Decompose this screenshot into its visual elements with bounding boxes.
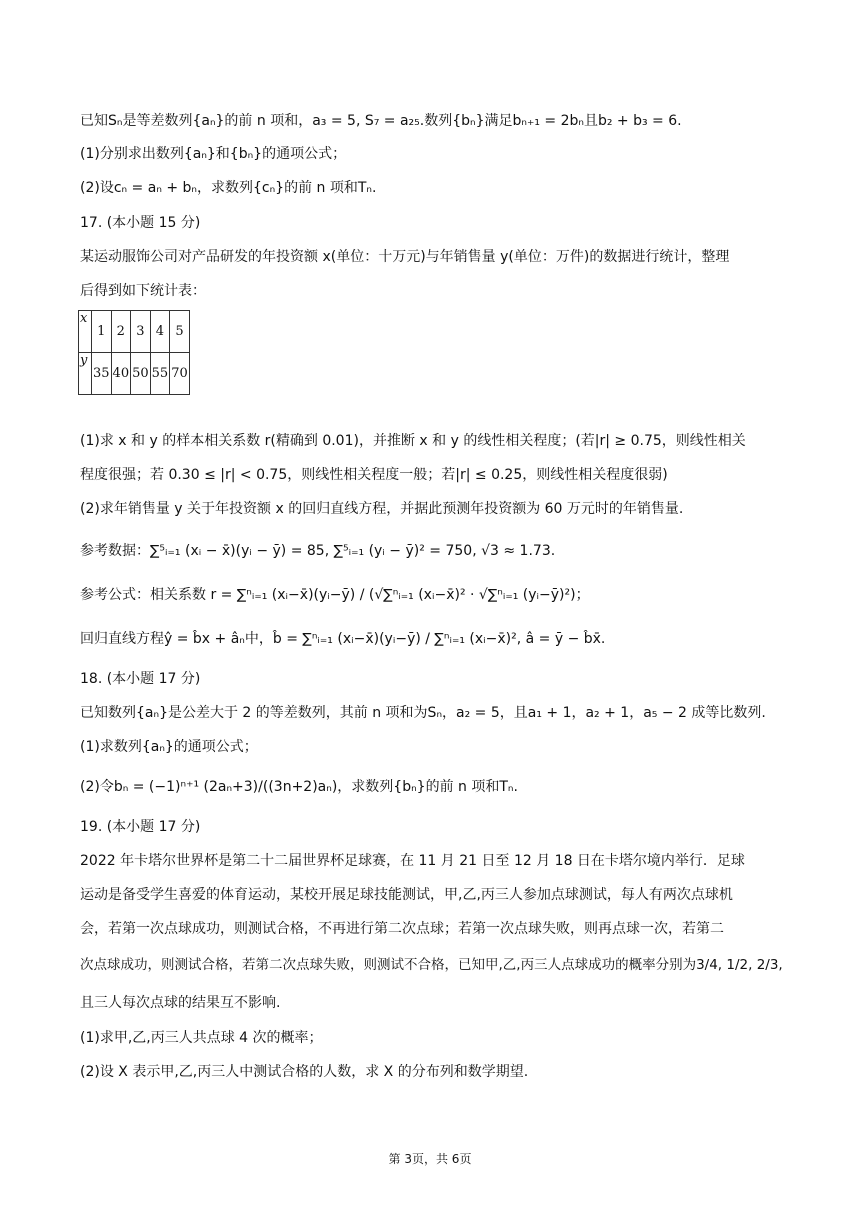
reference-formula-regression: 回归直线方程ŷ = b̂x + âₙ中，b̂ = ∑ⁿᵢ₌₁ (xᵢ−x̄)(yᵢ−ȳ) / ∑ⁿᵢ₌₁ (xᵢ−x̄)², â = ȳ − b̂x̄. bbox=[80, 631, 606, 647]
table-cell: 55 bbox=[150, 353, 170, 395]
table-row bbox=[79, 353, 190, 395]
problem-19-statement-line-4: 次点球成功，则测试合格，若第二次点球失败，则测试不合格，已知甲,乙,丙三人点球成功的概率分别为3/4, 1/2, 2/3, bbox=[80, 957, 783, 973]
problem-18-part-2: (2)令bₙ = (−1)ⁿ⁺¹ (2aₙ+3)/((3n+2)aₙ)，求数列{bₙ}的前 n 项和Tₙ. bbox=[80, 779, 518, 795]
problem-18-part-1: (1)求数列{aₙ}的通项公式； bbox=[80, 739, 258, 755]
problem-19-part-2: (2)设 X 表示甲,乙,丙三人中测试合格的人数，求 X 的分布列和数学期望. bbox=[80, 1064, 529, 1080]
problem-18-statement: 已知数列{aₙ}是公差大于 2 的等差数列，其前 n 项和为Sₙ，a₂ = 5，且a₁ + 1，a₂ + 1，a₅ − 2 成等比数列. bbox=[80, 705, 766, 721]
problem-16-part-1: (1)分别求出数列{aₙ}和{bₙ}的通项公式； bbox=[80, 146, 347, 162]
problem-16-statement: 已知Sₙ是等差数列{aₙ}的前 n 项和，a₃ = 5, S₇ = a₂₅.数列{bₙ}满足bₙ₊₁ = 2bₙ且b₂ + b₃ = 6. bbox=[80, 113, 682, 129]
table-cell: 3 bbox=[131, 311, 151, 353]
table-cell: 5 bbox=[170, 311, 190, 353]
problem-17-part-2: (2)求年销售量 y 关于年投资额 x 的回归直线方程，并据此预测年投资额为 60 万元时的年销售量. bbox=[80, 501, 684, 517]
table-cell: 1 bbox=[92, 311, 112, 353]
statistics-table bbox=[78, 310, 190, 395]
table-header-x: x bbox=[79, 311, 92, 353]
problem-16-part-2: (2)设cₙ = aₙ + bₙ，求数列{cₙ}的前 n 项和Tₙ. bbox=[80, 180, 377, 196]
problem-19-statement-line-2: 运动是备受学生喜爱的体育运动，某校开展足球技能测试，甲,乙,丙三人参加点球测试，每人有两次点球机 bbox=[80, 887, 733, 903]
table-row bbox=[79, 311, 190, 353]
reference-data: 参考数据：∑⁵ᵢ₌₁ (xᵢ − x̄)(yᵢ − ȳ) = 85, ∑⁵ᵢ₌₁ (yᵢ − ȳ)² = 750, √3 ≈ 1.73. bbox=[80, 543, 556, 559]
table-cell: 70 bbox=[170, 353, 190, 395]
problem-17-heading: 17. (本小题 15 分) bbox=[80, 215, 201, 231]
problem-19-heading: 19. (本小题 17 分) bbox=[80, 819, 201, 835]
problem-18-heading: 18. (本小题 17 分) bbox=[80, 671, 201, 687]
problem-17-part-1-line-1: (1)求 x 和 y 的样本相关系数 r(精确到 0.01)，并推断 x 和 y 的线性相关程度；(若|r| ≥ 0.75，则线性相关 bbox=[80, 433, 746, 449]
page-number-footer: 第 3页，共 6页 bbox=[388, 1152, 472, 1166]
problem-17-part-1-line-2: 程度很强；若 0.30 ≤ |r| < 0.75，则线性相关程度一般；若|r| ≤ 0.25，则线性相关程度很弱) bbox=[80, 467, 668, 483]
problem-19-statement-line-5: 且三人每次点球的结果互不影响. bbox=[80, 995, 281, 1011]
table-cell: 4 bbox=[150, 311, 170, 353]
table-cell: 40 bbox=[111, 353, 131, 395]
problem-17-statement-line-2: 后得到如下统计表： bbox=[80, 283, 206, 299]
table-cell: 35 bbox=[92, 353, 112, 395]
table-header-y: y bbox=[79, 353, 92, 395]
problem-19-statement-line-3: 会，若第一次点球成功，则测试合格，不再进行第二次点球；若第一次点球失败，则再点球一次，若第二 bbox=[80, 921, 724, 937]
problem-19-statement-line-1: 2022 年卡塔尔世界杯是第二十二届世界杯足球赛，在 11 月 21 日至 12 月 18 日在卡塔尔境内举行．足球 bbox=[80, 853, 745, 869]
problem-17-statement-line-1: 某运动服饰公司对产品研发的年投资额 x(单位：十万元)与年销售量 y(单位：万件)的数据进行统计，整理 bbox=[80, 249, 730, 265]
reference-formula-r: 参考公式：相关系数 r = ∑ⁿᵢ₌₁ (xᵢ−x̄)(yᵢ−ȳ) / (√∑ⁿᵢ₌₁ (xᵢ−x̄)² · √∑ⁿᵢ₌₁ (yᵢ−ȳ)²)； bbox=[80, 587, 590, 603]
problem-19-part-1: (1)求甲,乙,丙三人共点球 4 次的概率； bbox=[80, 1030, 323, 1046]
table-cell: 2 bbox=[111, 311, 131, 353]
table-cell: 50 bbox=[131, 353, 151, 395]
